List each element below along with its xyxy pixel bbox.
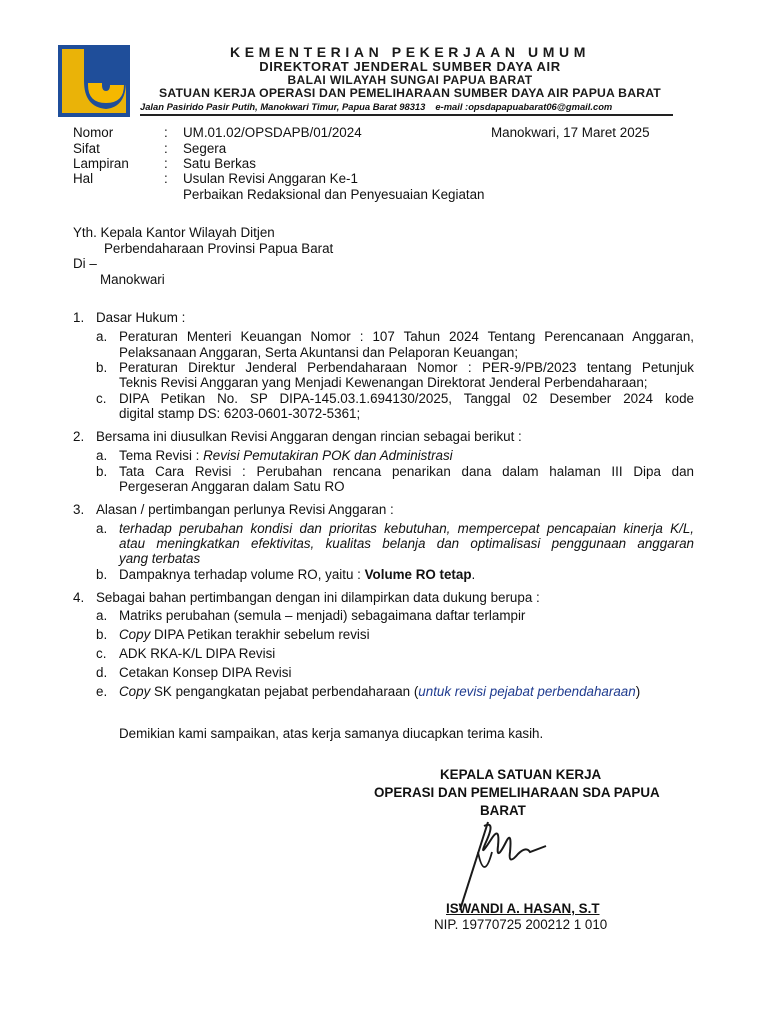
ministry-logo xyxy=(58,45,130,117)
item-text-line xyxy=(119,448,694,464)
meta-nomor-label: Nomor xyxy=(73,125,114,140)
letterhead-email-label: e-mail : xyxy=(435,101,469,112)
item-letter: b. xyxy=(96,567,108,582)
section-title: Sebagai bahan pertimbangan dengan ini dilampirkan data dukung berupa : xyxy=(96,590,540,605)
item-text-line: DIPA Petikan No. SP DIPA-145.03.1.694130/2025, Tanggal 02 Desember 2024 kode xyxy=(119,391,694,406)
recipient-line4: Manokwari xyxy=(100,272,165,287)
item-letter: a. xyxy=(96,521,108,536)
item-text-line: Pergeseran Anggaran dalam Satu RO xyxy=(119,479,345,494)
item-letter: a. xyxy=(96,608,108,623)
place-date: Manokwari, 17 Maret 2025 xyxy=(491,125,650,140)
item-rest: SK pengangkatan pejabat perbendaharaan ( xyxy=(150,684,419,699)
item-letter: c. xyxy=(96,391,107,406)
item-blue-italic: untuk revisi pejabat perbendaharaan xyxy=(418,684,636,699)
item-rest: DIPA Petikan terakhir sebelum revisi xyxy=(150,627,370,642)
closing-sentence: Demikian kami sampaikan, atas kerja samanya diucapkan terima kasih. xyxy=(119,726,544,741)
section-title: Dasar Hukum : xyxy=(96,310,186,325)
item-text-line: ADK RKA-K/L DIPA Revisi xyxy=(119,646,276,661)
item-letter: b. xyxy=(96,627,108,642)
section-number: 2. xyxy=(73,429,85,444)
section-number: 1. xyxy=(73,310,85,325)
letterhead-email: opsdapapuabarat06@gmail.com xyxy=(468,101,613,112)
item-text-line: digital stamp DS: 6203-0601-3072-5361; xyxy=(119,406,361,421)
signatory-name: ISWANDI A. HASAN, S.T xyxy=(446,901,600,916)
item-text-line xyxy=(119,567,694,583)
section-number: 3. xyxy=(73,502,85,517)
item-text-line: Pelaksanaan Anggaran, Serta Akuntansi dan Pelaporan Keuangan; xyxy=(119,345,519,360)
item-prefix: Dampaknya terhadap volume RO, yaitu : xyxy=(119,567,365,582)
meta-colon: : xyxy=(164,125,168,140)
item-letter: d. xyxy=(96,665,108,680)
item-text-line: Tata Cara Revisi : Perubahan rencana penarikan dana dalam halaman III Dipa dan xyxy=(119,464,694,479)
recipient-line2: Perbendaharaan Provinsi Papua Barat xyxy=(104,241,334,256)
item-text-line xyxy=(119,627,694,643)
item-text-line: Peraturan Menteri Keuangan Nomor : 107 Tahun 2024 Tentang Perencanaan Anggaran, xyxy=(119,329,694,344)
meta-hal-line1: Usulan Revisi Anggaran Ke-1 xyxy=(183,171,358,186)
section-title: Alasan / pertimbangan perlunya Revisi Anggaran : xyxy=(96,502,394,517)
letterhead-balai: BALAI WILAYAH SUNGAI PAPUA BARAT xyxy=(287,73,533,87)
meta-colon: : xyxy=(164,141,168,156)
item-prefix: Tema Revisi : xyxy=(119,448,204,463)
meta-hal-line2: Perbaikan Redaksional dan Penyesuaian Kegiatan xyxy=(183,187,485,202)
item-text-line: Cetakan Konsep DIPA Revisi xyxy=(119,665,292,680)
item-suffix: . xyxy=(471,567,476,582)
item-bold: Volume RO tetap xyxy=(364,567,472,582)
item-letter: e. xyxy=(96,684,108,699)
item-text-line: Matriks perubahan (semula – menjadi) sebagaimana daftar terlampir xyxy=(119,608,526,623)
letterhead-address: Jalan Pasirido Pasir Putih, Manokwari Timur, Papua Barat 98313 xyxy=(140,101,426,112)
signature-title-line1: KEPALA SATUAN KERJA xyxy=(440,767,602,782)
meta-sifat: Segera xyxy=(183,141,227,156)
handwritten-signature xyxy=(448,812,558,912)
item-letter: b. xyxy=(96,360,108,375)
meta-lampiran-label: Lampiran xyxy=(73,156,129,171)
item-letter: c. xyxy=(96,646,107,661)
item-letter: a. xyxy=(96,448,108,463)
letterhead-ministry: KEMENTERIAN PEKERJAAN UMUM xyxy=(230,44,590,60)
section-number: 4. xyxy=(73,590,85,605)
signatory-nip: NIP. 19770725 200212 1 010 xyxy=(434,917,608,932)
letterhead-directorate: DIREKTORAT JENDERAL SUMBER DAYA AIR xyxy=(259,59,561,74)
item-italic: Revisi Pemutakiran POK dan Administrasi xyxy=(203,448,453,463)
meta-colon: : xyxy=(164,156,168,171)
letterhead-satker: SATUAN KERJA OPERASI DAN PEMELIHARAAN SUMBER DAYA AIR PAPUA BARAT xyxy=(159,86,661,100)
recipient-line1: Yth. Kepala Kantor Wilayah Ditjen xyxy=(73,225,275,240)
meta-sifat-label: Sifat xyxy=(73,141,100,156)
item-letter: b. xyxy=(96,464,108,479)
meta-colon: : xyxy=(164,171,168,186)
meta-hal-label: Hal xyxy=(73,171,94,186)
item-text-line: Peraturan Direktur Jenderal Perbendaharaan Nomor : PER-9/PB/2023 tentang Petunjuk xyxy=(119,360,694,375)
meta-nomor: UM.01.02/OPSDAPB/01/2024 xyxy=(183,125,362,140)
item-text-line: atau meningkatkan efektivitas, kualitas belanja dan optimalisasi penggunaan anggaran xyxy=(119,536,694,551)
signature-title-line3: BARAT xyxy=(480,803,526,818)
recipient-line3: Di – xyxy=(73,256,97,271)
item-close: ) xyxy=(635,684,641,699)
item-text-line: yang terbatas xyxy=(119,551,201,566)
letterhead-address-line xyxy=(140,101,612,112)
meta-lampiran: Satu Berkas xyxy=(183,156,256,171)
item-text-line: terhadap perubahan kondisi dan prioritas kebutuhan, mempercepat pencapaian kinerja K/L, xyxy=(119,521,694,536)
item-italic: Copy xyxy=(119,684,151,699)
item-text-line xyxy=(119,684,694,700)
item-italic: Copy xyxy=(119,627,151,642)
signature-title-line2: OPERASI DAN PEMELIHARAAN SDA PAPUA xyxy=(374,785,660,800)
section-title: Bersama ini diusulkan Revisi Anggaran dengan rincian sebagai berikut : xyxy=(96,429,522,444)
item-text-line: Teknis Revisi Anggaran yang Menjadi Kewenangan Direktorat Jenderal Perbendaharaan; xyxy=(119,375,648,390)
letterhead-divider xyxy=(140,114,673,116)
item-letter: a. xyxy=(96,329,108,344)
